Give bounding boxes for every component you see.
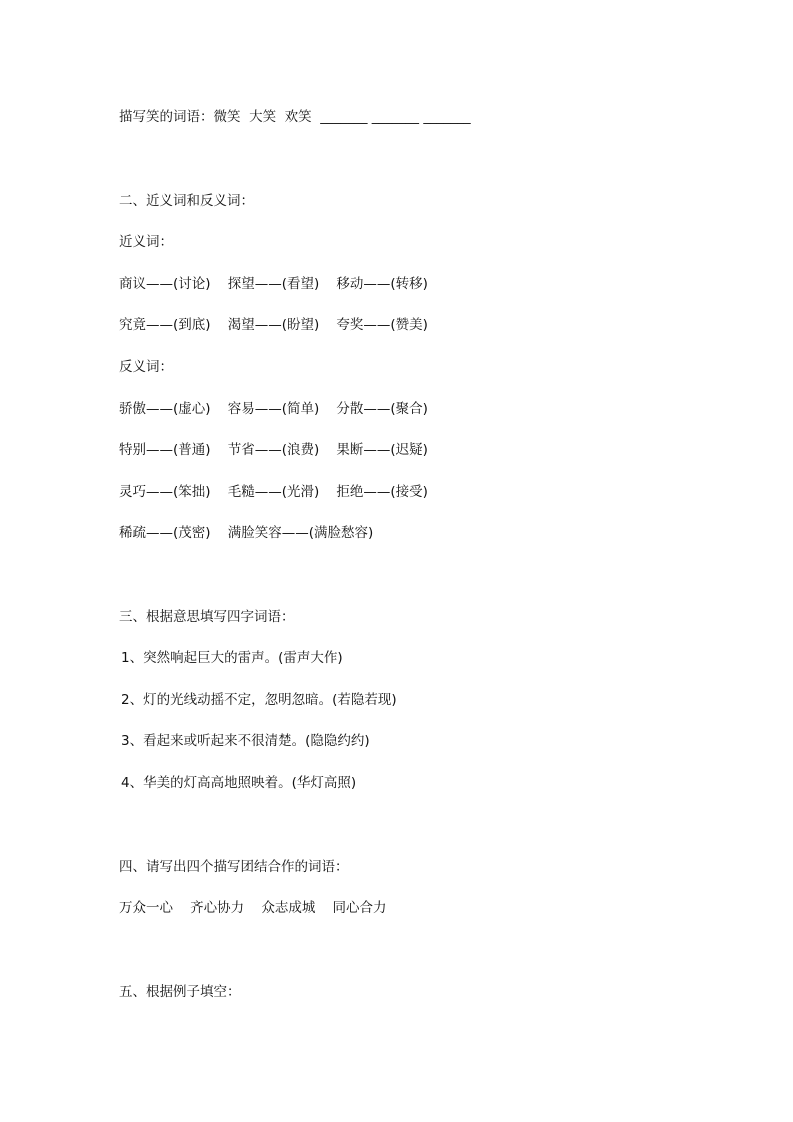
idiom-item: 1、突然响起巨大的雷声。(雷声大作) bbox=[121, 650, 343, 666]
antonym-row: 稀疏——(茂密) 满脸笑容——(满脸愁容) bbox=[119, 525, 374, 541]
synonym-row: 商议——(讨论) 探望——(看望) 移动——(转移) bbox=[119, 276, 428, 292]
antonyms-label: 反义词： bbox=[119, 359, 173, 375]
antonym-row: 特别——(普通) 节省——(浪费) 果断——(迟疑) bbox=[119, 442, 428, 458]
teamwork-words: 万众一心 齐心协力 众志成城 同心合力 bbox=[119, 900, 387, 916]
idiom-item: 4、华美的灯高高地照映着。(华灯高照) bbox=[121, 775, 357, 791]
smile-words-line: 描写笑的词语：微笑 大笑 欢笑 _______ _______ _______ bbox=[119, 109, 471, 125]
section5-heading: 五、根据例子填空： bbox=[119, 984, 241, 1000]
idiom-item: 2、灯的光线动摇不定，忽明忽暗。(若隐若现) bbox=[121, 692, 397, 708]
idiom-item: 3、看起来或听起来不很清楚。(隐隐约约) bbox=[121, 733, 370, 749]
synonyms-label: 近义词： bbox=[119, 234, 173, 250]
synonym-row: 究竟——(到底) 渴望——(盼望) 夸奖——(赞美) bbox=[119, 317, 428, 333]
section4-heading: 四、请写出四个描写团结合作的词语： bbox=[119, 859, 349, 875]
antonym-row: 骄傲——(虚心) 容易——(简单) 分散——(聚合) bbox=[119, 401, 428, 417]
section3-heading: 三、根据意思填写四字词语： bbox=[119, 609, 295, 625]
section2-heading: 二、近义词和反义词： bbox=[119, 193, 254, 209]
antonym-row: 灵巧——(笨拙) 毛糙——(光滑) 拒绝——(接受) bbox=[119, 484, 428, 500]
